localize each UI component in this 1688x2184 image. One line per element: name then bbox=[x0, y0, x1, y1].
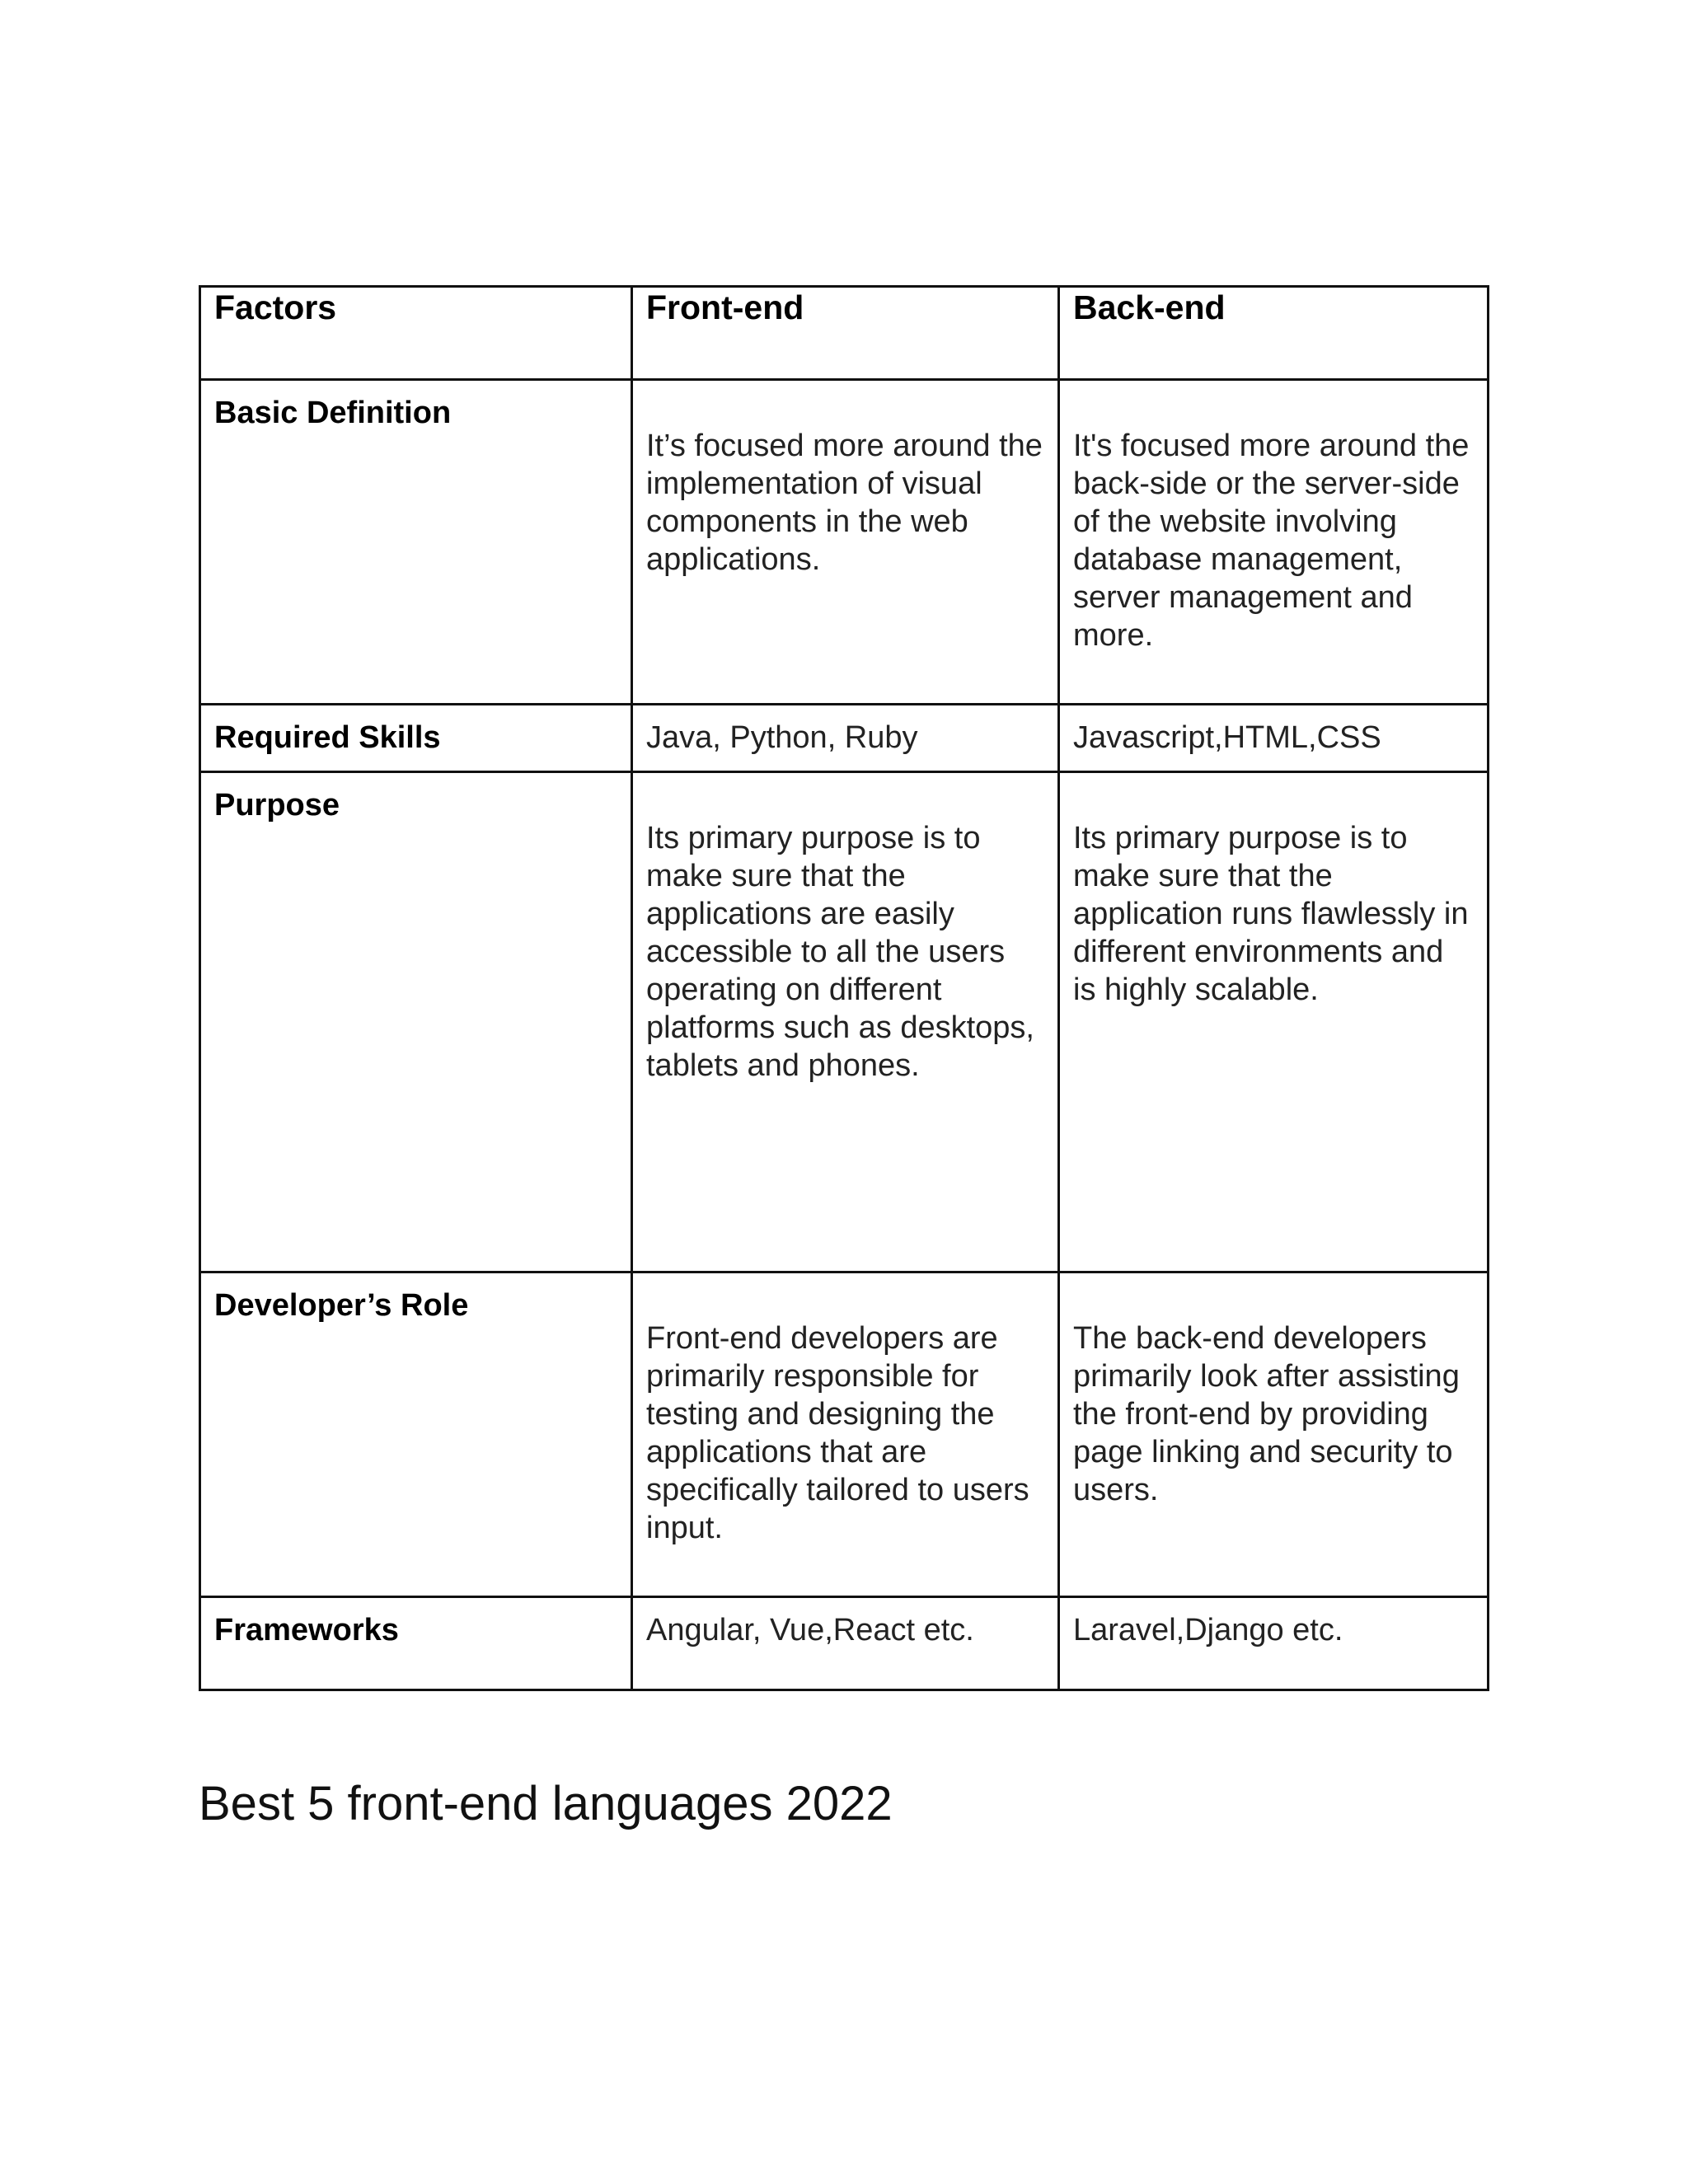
section-heading: Best 5 front-end languages 2022 bbox=[199, 1777, 893, 1830]
backend-cell bbox=[1059, 705, 1489, 772]
backend-value: It's focused more around the back-side or the server-side of the website involving database management, server management and more. bbox=[1073, 429, 1470, 653]
factor-cell bbox=[200, 1272, 632, 1597]
frontend-cell bbox=[632, 1597, 1059, 1690]
backend-value: The back-end developers primarily look after assisting the front-end by providing page linking and security to users. bbox=[1073, 1321, 1460, 1507]
frontend-value: It’s focused more around the implementation of visual components in the web applications. bbox=[646, 429, 1043, 577]
header-cell-frontend bbox=[632, 287, 1059, 380]
factor-label: Required Skills bbox=[214, 720, 441, 755]
frontend-value: Java, Python, Ruby bbox=[646, 720, 918, 755]
factor-label: Purpose bbox=[214, 788, 340, 823]
frontend-cell bbox=[632, 1272, 1059, 1597]
factor-label: Developer’s Role bbox=[214, 1288, 469, 1323]
frontend-cell bbox=[632, 380, 1059, 705]
backend-cell bbox=[1059, 1597, 1489, 1690]
backend-cell bbox=[1059, 1272, 1489, 1597]
header-cell-backend bbox=[1059, 287, 1489, 380]
frontend-value: Its primary purpose is to make sure that the applications are easily accessible to all the users operating on different platforms such as desktops, tablets and phones. bbox=[646, 821, 1034, 1083]
table-header-row bbox=[200, 287, 1489, 380]
backend-value: Its primary purpose is to make sure that the application runs flawlessly in different environments and is highly scalable. bbox=[1073, 821, 1469, 1007]
header-label: Front-end bbox=[646, 288, 804, 326]
comparison-table bbox=[199, 285, 1489, 1691]
backend-value: Javascript,HTML,CSS bbox=[1073, 720, 1381, 755]
table-row bbox=[200, 705, 1489, 772]
header-label: Back-end bbox=[1073, 288, 1226, 326]
factor-cell bbox=[200, 380, 632, 705]
table-row bbox=[200, 1597, 1489, 1690]
factor-cell bbox=[200, 705, 632, 772]
frontend-value: Angular, Vue,React etc. bbox=[646, 1613, 974, 1647]
backend-cell bbox=[1059, 772, 1489, 1272]
table-row bbox=[200, 772, 1489, 1272]
table-row bbox=[200, 1272, 1489, 1597]
frontend-value: Front-end developers are primarily responsible for testing and designing the applications that are specifically tailored to users input. bbox=[646, 1321, 1029, 1545]
factor-label: Basic Definition bbox=[214, 396, 452, 430]
frontend-cell bbox=[632, 705, 1059, 772]
backend-value: Laravel,Django etc. bbox=[1073, 1613, 1343, 1647]
frontend-cell bbox=[632, 772, 1059, 1272]
header-label: Factors bbox=[214, 288, 337, 326]
backend-cell bbox=[1059, 380, 1489, 705]
table-row bbox=[200, 380, 1489, 705]
factor-cell bbox=[200, 1597, 632, 1690]
header-cell-factors bbox=[200, 287, 632, 380]
factor-cell bbox=[200, 772, 632, 1272]
factor-label: Frameworks bbox=[214, 1613, 399, 1647]
